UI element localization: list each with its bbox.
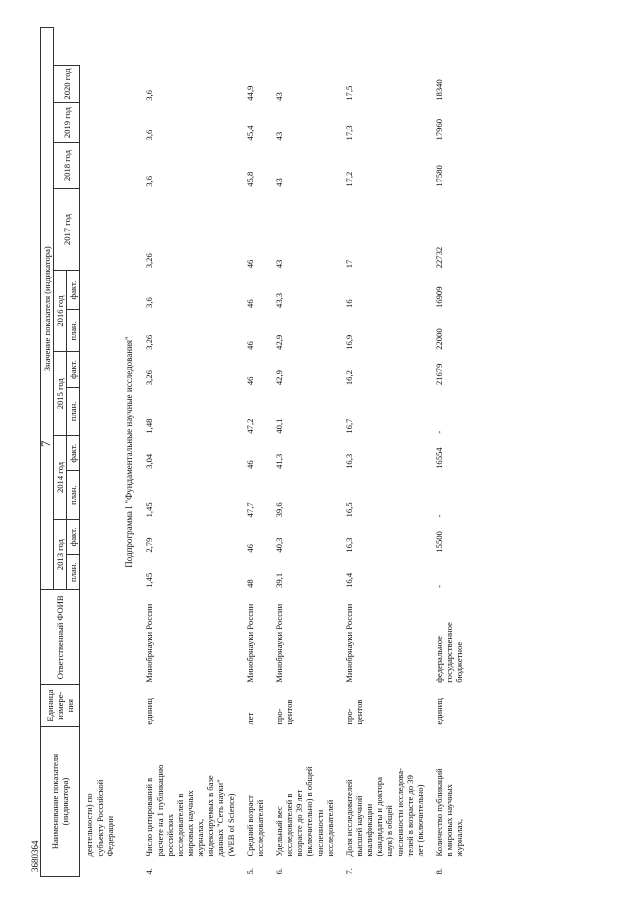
value-cell: 16,7 (343, 418, 354, 434)
unit-cell: лет (244, 712, 255, 725)
row-index: 8. (433, 868, 444, 875)
value-cell: 3,26 (144, 370, 155, 386)
table-row (139, 28, 239, 877)
header-year-2016: 2016 год (54, 270, 67, 352)
indicator-name-cell (269, 727, 339, 877)
row-index: 6. (274, 868, 284, 875)
table-header (41, 28, 80, 877)
value-cell: 16,5 (343, 502, 354, 518)
value-cell: 16,9 (343, 334, 354, 350)
indicator-name: Доля исследователей высшей научной квалификации (кандидаты и доктора наук) в общей численности исследова-телей в возрасте до 39 лет (включительно) (343, 768, 425, 857)
header-year-2017: 2017 год (54, 189, 80, 271)
value-cell: 17,2 (343, 171, 354, 187)
value-cell: 43 (274, 259, 284, 269)
responsible-agency-cell: Минобрнауки России (274, 603, 284, 683)
document-code: 3680364 (30, 840, 40, 872)
value-cell: 45,4 (244, 125, 255, 141)
header-year-2020: 2020 год (54, 65, 80, 102)
header-2014-plan: план. (67, 471, 80, 520)
table-row (240, 28, 269, 877)
table-body (80, 28, 140, 877)
value-cell: 17 (343, 259, 354, 269)
row-index: 7. (343, 868, 354, 875)
value-cell: 39,1 (274, 572, 284, 588)
value-cell: 3,6 (144, 90, 155, 101)
unit-cell: про-центов (274, 699, 295, 725)
value-cell: 3,26 (144, 253, 155, 269)
value-cell: 18340 (433, 79, 444, 101)
value-cell: 3,6 (144, 129, 155, 141)
value-cell: 1,48 (144, 418, 155, 434)
indicator-name-cell (339, 727, 429, 877)
continuation-row (80, 28, 117, 877)
header-2015-fact: факт. (67, 352, 80, 387)
value-cell: 17580 (433, 165, 444, 187)
header-indicator-name: Наименование показателя (индикатора) (41, 727, 80, 877)
value-cell: 16,4 (343, 572, 354, 588)
value-cell: 16,2 (343, 370, 354, 386)
value-cell: 40,3 (274, 537, 284, 553)
value-cell: 17,5 (343, 85, 354, 101)
value-cell: 40,1 (274, 418, 284, 434)
value-cell: - (433, 514, 444, 518)
header-year-2019: 2019 год (54, 103, 80, 143)
table-row (429, 28, 468, 877)
value-cell: 1,45 (144, 502, 155, 518)
value-cell: 2,79 (144, 537, 155, 553)
value-cell: 46 (244, 460, 255, 469)
continuation-text: деятельности) по субъекту Российской Федерации (84, 779, 115, 857)
value-cell: 45,8 (244, 171, 255, 187)
header-year-2018: 2018 год (54, 142, 80, 188)
header-2013-fact: факт. (67, 519, 80, 554)
indicator-name-cell (429, 727, 468, 877)
header-year-2015: 2015 год (54, 352, 67, 436)
value-cell: 16909 (433, 286, 444, 308)
value-cell: 43 (274, 131, 284, 141)
responsible-agency-cell: федеральное государственное бюджетное (433, 622, 465, 683)
value-cell: 22732 (433, 246, 444, 269)
indicator-rows (139, 28, 468, 877)
value-cell: 43 (274, 178, 284, 187)
row-index: 4. (144, 868, 155, 875)
value-cell: 39,6 (274, 502, 284, 518)
value-cell: - (433, 585, 444, 588)
header-2013-plan: план. (67, 555, 80, 590)
value-cell: 15500 (433, 531, 444, 553)
value-cell: 16,3 (343, 537, 354, 553)
header-2016-fact: факт. (67, 270, 80, 310)
indicators-table (40, 27, 468, 877)
value-cell: 21679 (433, 363, 444, 386)
header-year-2013: 2013 год (54, 519, 67, 590)
value-cell: 22000 (433, 328, 444, 350)
value-cell: 3,04 (144, 453, 155, 469)
value-cell: 47,2 (244, 418, 255, 434)
value-cell: 3,6 (144, 175, 155, 187)
continuation-cell (80, 727, 117, 877)
header-2016-plan: план. (67, 310, 80, 352)
indicator-name-cell (139, 727, 239, 877)
header-values-title: Значение показателя (индикатора) (41, 28, 54, 590)
value-cell: 3,6 (144, 297, 155, 308)
value-cell: 41,3 (274, 453, 284, 469)
header-2014-fact: факт. (67, 436, 80, 471)
value-cell: 16,3 (343, 453, 354, 469)
header-year-2014: 2014 год (54, 436, 67, 520)
value-cell: 43,3 (274, 292, 284, 308)
indicator-name: Количество публикаций в мировых научных журналах, (433, 768, 465, 857)
responsible-agency-cell: Минобрнауки России (343, 603, 354, 683)
value-cell: 48 (244, 579, 255, 588)
value-cell: 16554 (433, 447, 444, 469)
value-cell: 17960 (433, 118, 444, 141)
header-responsible-agency: Ответственный ФОИВ (41, 590, 80, 685)
value-cell: - (433, 430, 444, 434)
header-unit: Единица измере-ния (41, 685, 80, 727)
responsible-agency-cell: Минобрнауки России (144, 603, 155, 683)
value-cell: 42,9 (274, 370, 284, 386)
table-row (339, 28, 429, 877)
value-cell: 16 (343, 299, 354, 308)
header-2015-plan: план. (67, 387, 80, 436)
indicator-name: Средний возраст исследователей (244, 795, 265, 857)
table-row (269, 28, 339, 877)
value-cell: 46 (244, 544, 255, 553)
subprogram-title: Подпрограмма I "Фундаментальные научные исследования" (123, 336, 134, 568)
value-cell: 44,9 (244, 85, 255, 101)
value-cell: 43 (274, 92, 284, 101)
indicator-name-cell (240, 727, 269, 877)
unit-cell: единиц (144, 698, 155, 725)
value-cell: 17,3 (343, 125, 354, 141)
value-cell: 42,9 (274, 334, 284, 350)
value-cell: 3,26 (144, 334, 155, 350)
unit-cell: про-центов (343, 699, 364, 725)
subprogram-row (117, 28, 140, 877)
page-number: 7 (38, 440, 53, 447)
responsible-agency-cell: Минобрнауки России (244, 603, 255, 683)
value-cell: 1,45 (144, 572, 155, 588)
row-index: 5. (244, 868, 255, 875)
indicator-name: Число цитирований в расчете на 1 публикацию российских исследователей в мировых научных журналах, индексируемых в базе данных "Сеть науки" (WEB of Science) (144, 764, 236, 857)
value-cell: 46 (244, 376, 255, 386)
value-cell: 47,7 (244, 502, 255, 518)
unit-cell: единиц (433, 698, 444, 725)
value-cell: 46 (244, 259, 255, 269)
value-cell: 46 (244, 299, 255, 308)
indicator-name: Удельный вес исследователей в возрасте до 39 лет (включительно) в общей численности исследователей (274, 766, 335, 857)
value-cell: 46 (244, 341, 255, 350)
rotated-table-area (40, 27, 600, 877)
